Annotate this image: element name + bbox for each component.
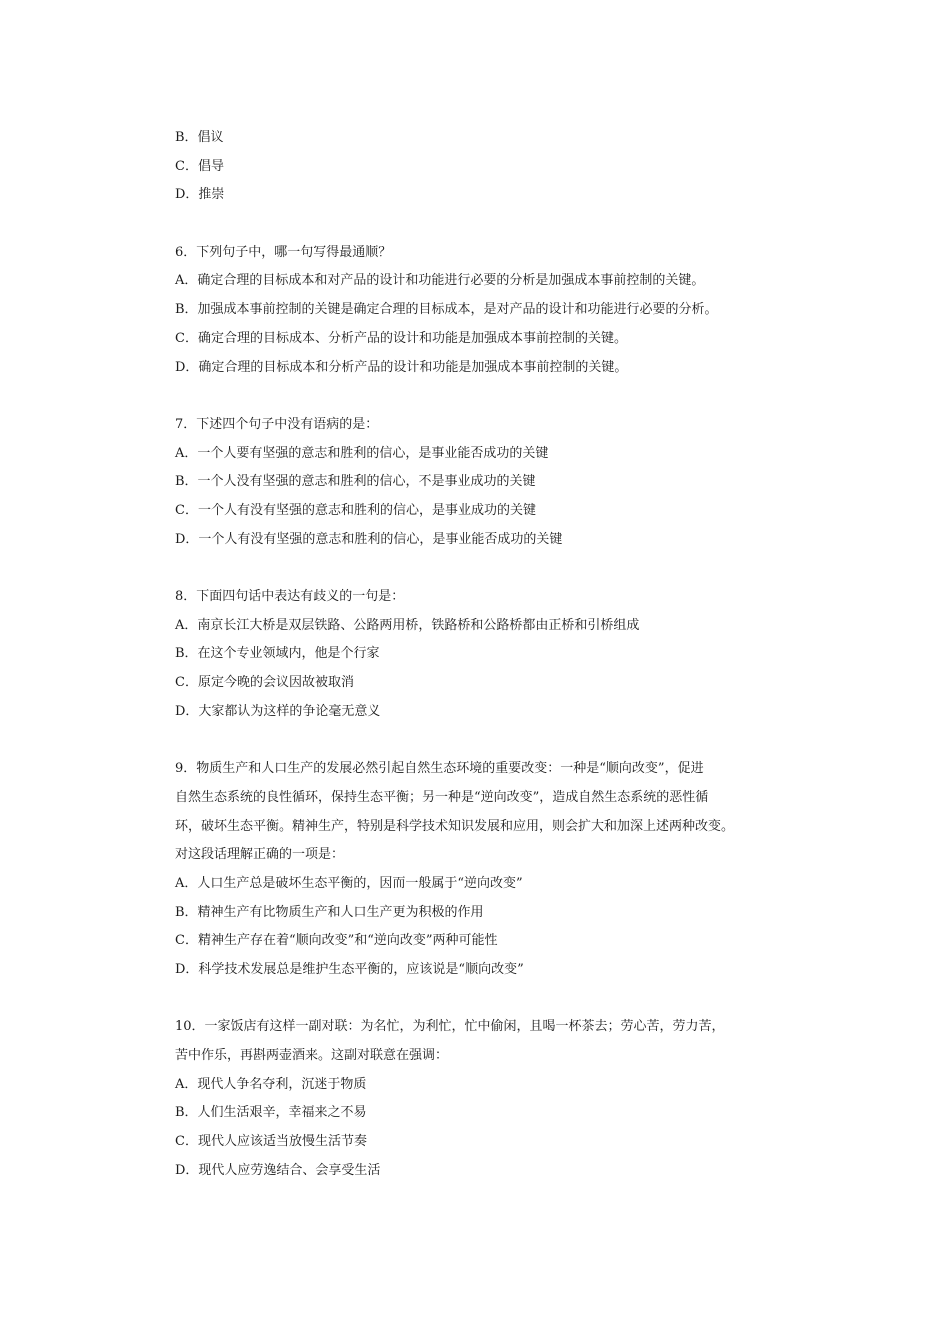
question-stem-line: 环，破坏生态平衡。精神生产，特别是科学技术知识发展和应用，则会扩大和加深上述两种改变。 — [175, 818, 735, 834]
question-stem-line: 9．物质生产和人口生产的发展必然引起自然生态环境的重要改变：一种是“顺向改变”，促进 — [175, 761, 704, 777]
question-stem-line: 自然生态系统的良性循环，保持生态平衡；另一种是“逆向改变”，造成自然生态系统的恶性循 — [175, 789, 709, 805]
option-a: A．人口生产总是破坏生态平衡的，因而一般属于“逆向改变” — [175, 875, 523, 891]
option-c: C．原定今晚的会议因故被取消 — [175, 675, 354, 691]
question-10 — [175, 1013, 775, 1185]
option-b: B．倡议 — [175, 130, 224, 145]
option-d: D．科学技术发展总是维护生态平衡的，应该说是“顺向改变” — [175, 961, 524, 977]
option-d: D．现代人应劳逸结合、会享受生活 — [175, 1162, 381, 1178]
question-8 — [175, 583, 775, 726]
option-c: C．精神生产存在着“顺向改变”和“逆向改变”两种可能性 — [175, 933, 498, 949]
option-b: B．在这个专业领域内，他是个行家 — [175, 646, 380, 662]
question-stem: 8．下面四句话中表达有歧义的一句是： — [175, 589, 405, 604]
question-stem: 7．下述四个句子中没有语病的是： — [175, 416, 379, 432]
option-d: D．大家都认为这样的争论毫无意义 — [175, 703, 381, 719]
option-a: A．一个人要有坚强的意志和胜利的信心，是事业能否成功的关键 — [175, 445, 549, 461]
option-b: B．加强成本事前控制的关键是确定合理的目标成本，是对产品的设计和功能进行必要的分析。 — [175, 302, 718, 318]
spacer — [175, 382, 775, 411]
option-c: C．一个人有没有坚强的意志和胜利的信心，是事业成功的关键 — [175, 502, 536, 518]
question-stem-line: 苦中作乐，再斟两壶酒来。这副对联意在强调： — [175, 1048, 449, 1063]
option-d: D．确定合理的目标成本和分析产品的设计和功能是加强成本事前控制的关键。 — [175, 359, 628, 375]
option-a: A．南京长江大桥是双层铁路、公路两用桥，铁路桥和公路桥都由正桥和引桥组成 — [175, 617, 640, 633]
option-c: C．现代人应该适当放慢生活节奏 — [175, 1134, 367, 1150]
spacer — [175, 985, 775, 1014]
question-6 — [175, 239, 775, 382]
option-b: B．一个人没有坚强的意志和胜利的信心，不是事业成功的关键 — [175, 474, 536, 490]
spacer — [175, 554, 775, 583]
option-c: C．确定合理的目标成本、分析产品的设计和功能是加强成本事前控制的关键。 — [175, 330, 627, 346]
question-stem: 6．下列句子中，哪一句写得最通顺？ — [175, 244, 392, 260]
question-5-tail — [175, 124, 775, 210]
document-page — [175, 124, 775, 1185]
question-9 — [175, 755, 775, 985]
option-b: B．精神生产有比物质生产和人口生产更为积极的作用 — [175, 904, 484, 920]
option-d: D．一个人有没有坚强的意志和胜利的信心，是事业能否成功的关键 — [175, 531, 563, 547]
spacer — [175, 210, 775, 239]
option-a: A．确定合理的目标成本和对产品的设计和功能进行必要的分析是加强成本事前控制的关键。 — [175, 273, 705, 289]
option-b: B．人们生活艰辛，幸福来之不易 — [175, 1105, 367, 1121]
question-stem-line: 对这段话理解正确的一项是： — [175, 847, 345, 863]
question-7 — [175, 411, 775, 554]
spacer — [175, 726, 775, 755]
option-a: A．现代人争名夺利，沉迷于物质 — [175, 1076, 367, 1092]
question-stem-line: 10．一家饭店有这样一副对联：为名忙，为利忙，忙中偷闲，且喝一杯茶去；劳心苦，劳力苦， — [175, 1019, 725, 1035]
option-d: D．推崇 — [175, 187, 225, 203]
option-c: C．倡导 — [175, 158, 224, 174]
